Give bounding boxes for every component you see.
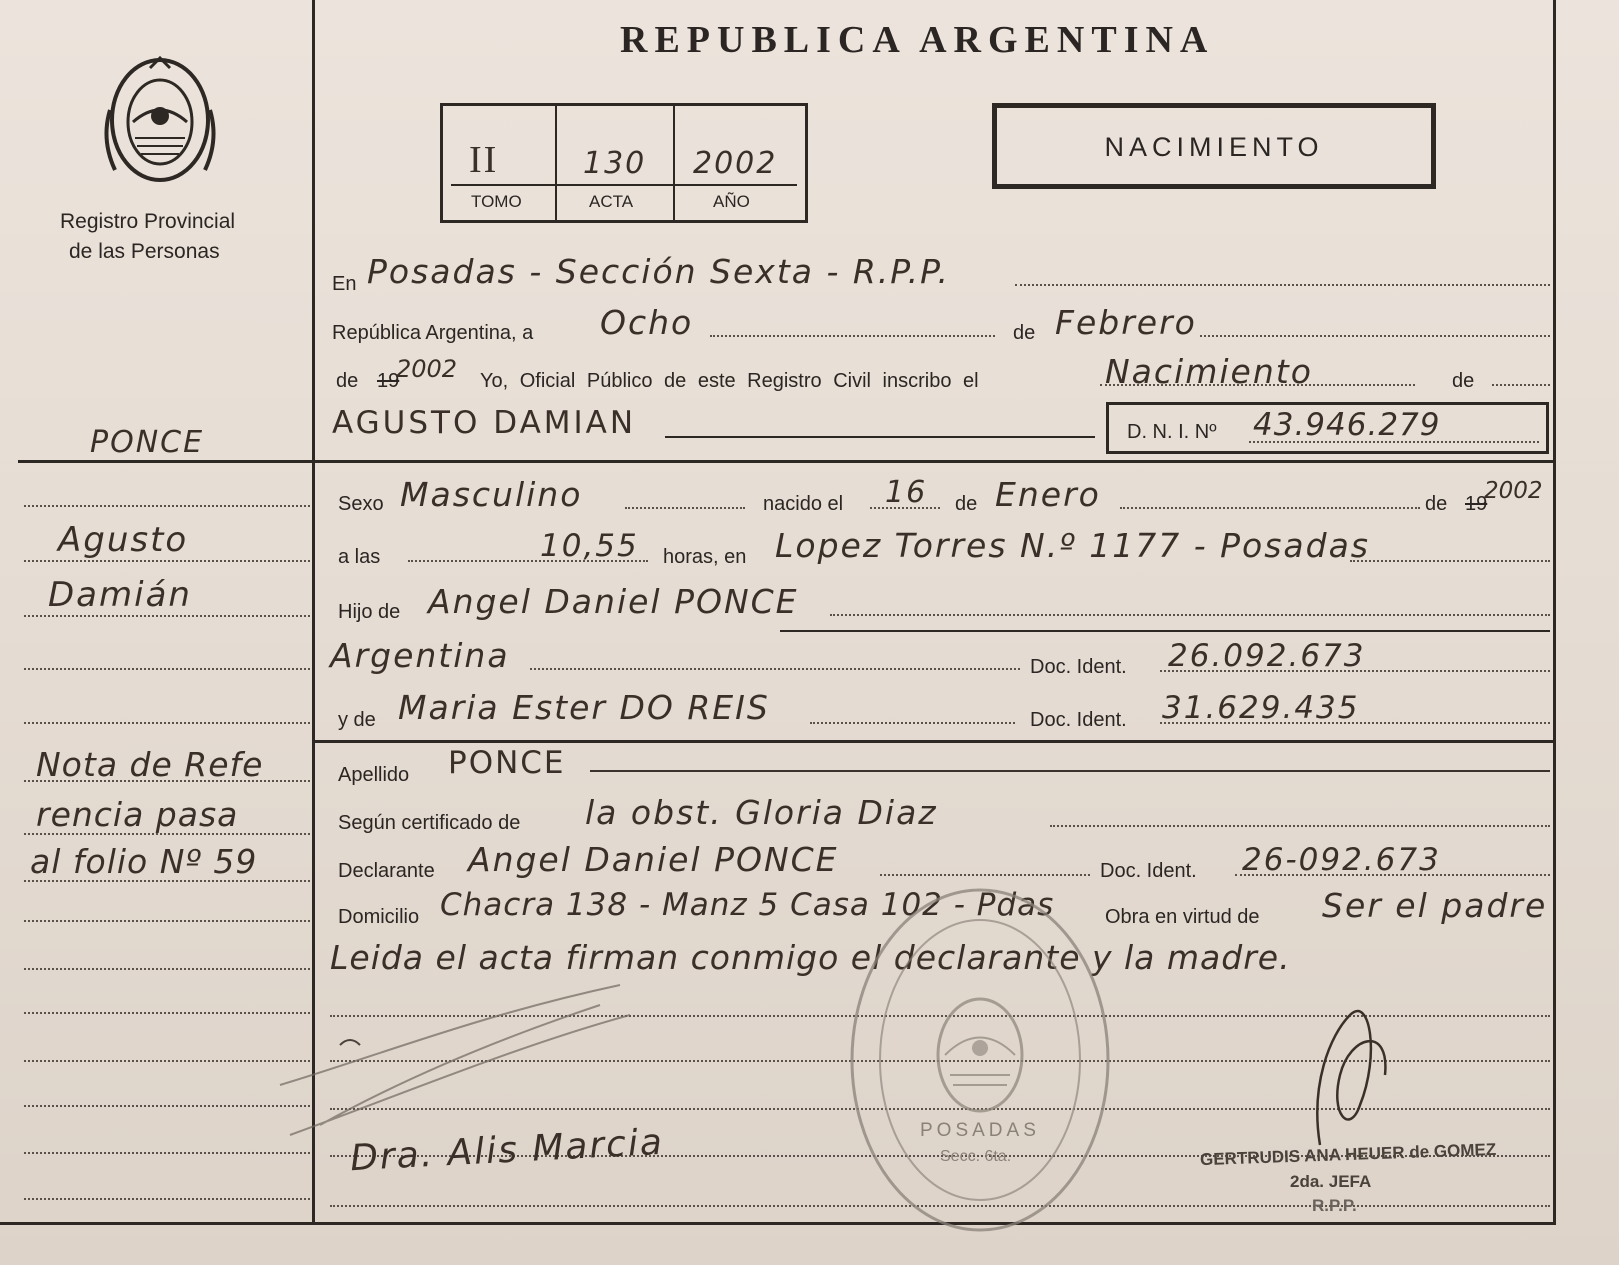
acto-line <box>1100 384 1415 386</box>
nacido-mes: Enero <box>995 475 1101 514</box>
doc1-label: Doc. Ident. <box>1030 656 1127 678</box>
margin-line <box>24 880 310 882</box>
nacido-year-prefix: 19 <box>1465 493 1488 515</box>
doc1-value: 26.092.673 <box>1168 638 1366 674</box>
apellido-line <box>590 770 1550 772</box>
bottom-frame-line <box>0 1222 1556 1225</box>
hora-value: 10,55 <box>540 528 639 564</box>
child-name-value: AGUSTO DAMIAN <box>332 405 637 441</box>
year-prefix: 19 <box>377 370 400 392</box>
dni-box <box>1106 402 1549 454</box>
seal-city: POSADAS <box>920 1120 1040 1141</box>
horas-label: horas, en <box>663 546 747 568</box>
official-seal-stamp <box>845 880 1115 1240</box>
dni-label: D. N. I. Nº <box>1127 421 1217 443</box>
registrar-stamp-name: GERTRUDIS ANA HEUER de GOMEZ <box>1199 1139 1497 1170</box>
en-label: En <box>332 273 357 295</box>
margin-surname: PONCE <box>90 425 205 460</box>
acto-de-label: de <box>1452 370 1475 392</box>
record-number-box <box>440 103 808 223</box>
tomo-label: TOMO <box>471 192 522 211</box>
name-section-rule <box>315 460 1553 463</box>
registry-name-line1: Registro Provincial <box>60 210 236 233</box>
margin-surname-rule <box>18 460 313 463</box>
padre-line <box>830 614 1550 616</box>
doc2-label: Doc. Ident. <box>1030 709 1127 731</box>
province-seal-icon <box>95 50 225 190</box>
obra-label: Obra en virtud de <box>1105 906 1260 928</box>
margin-line <box>24 505 310 507</box>
margin-given-name-1: Agusto <box>58 520 189 560</box>
margin-line <box>24 1198 310 1200</box>
sexo-value: Masculino <box>400 475 583 514</box>
acta-value: 130 <box>583 146 647 181</box>
child-name-line <box>665 436 1095 438</box>
obra-value: Ser el padre <box>1322 886 1548 925</box>
apellido-label: Apellido <box>338 764 410 786</box>
margin-given-name-2: Damián <box>48 575 192 615</box>
en-line <box>1015 284 1550 286</box>
lugar-value: Lopez Torres N.º 1177 - Posadas <box>775 526 1370 565</box>
mes-value: Febrero <box>1055 303 1197 342</box>
hijo-label: Hijo de <box>338 601 401 623</box>
declarante-label: Declarante <box>338 860 435 882</box>
declarante-value: Angel Daniel PONCE <box>468 840 839 879</box>
domicilio-label: Domicilio <box>338 906 420 928</box>
nacido-year-de-label: de <box>1425 493 1448 515</box>
registry-name-line2: de las Personas <box>69 240 220 263</box>
margin-line <box>24 780 310 782</box>
padre-value: Angel Daniel PONCE <box>428 582 799 621</box>
margin-note-line1: Nota de Refe <box>36 745 264 784</box>
anio-label: AÑO <box>713 192 750 211</box>
registrar-signature-scribble <box>1290 995 1410 1155</box>
en-value: Posadas - Sección Sexta - R.P.P. <box>367 252 950 291</box>
yde-label: y de <box>338 709 376 731</box>
margin-line <box>24 560 310 562</box>
segun-value: la obst. Gloria Diaz <box>585 793 938 832</box>
nacido-label: nacido el <box>763 493 844 515</box>
acto-value: Nacimiento <box>1105 352 1313 391</box>
margin-line <box>24 920 310 922</box>
document-type-box <box>992 103 1436 189</box>
document-type-label: NACIMIENTO <box>1104 132 1324 162</box>
nacido-year: 2002 <box>1484 478 1543 504</box>
republica-label: República Argentina, a <box>332 322 534 344</box>
padre-section-rule <box>780 630 1550 632</box>
acto-de-line <box>1492 384 1550 386</box>
official-signature: Dra. Alis Marcia <box>349 1121 665 1180</box>
year-de-label: de <box>336 370 359 392</box>
doc3-label: Doc. Ident. <box>1100 860 1197 882</box>
doc3-value: 26-092.673 <box>1242 842 1441 878</box>
margin-note-line3: al folio Nº 59 <box>30 842 258 881</box>
segun-label: Según certificado de <box>338 812 521 834</box>
margin-line <box>24 968 310 970</box>
dni-value: 43.946.279 <box>1253 407 1441 443</box>
dia-value: Ocho <box>600 303 694 342</box>
nacido-dia: 16 <box>885 475 928 510</box>
madre-line <box>810 722 1015 724</box>
mes-de-label: de <box>1013 322 1036 344</box>
doc3-line <box>1235 874 1550 876</box>
tomo-value: II <box>469 139 499 181</box>
registrar-stamp-title: 2da. JEFA <box>1290 1172 1372 1191</box>
margin-line <box>24 722 310 724</box>
margin-line <box>24 833 310 835</box>
nacido-de-label: de <box>955 493 978 515</box>
dia-line <box>710 335 995 337</box>
acta-label: ACTA <box>589 192 634 211</box>
right-frame-line <box>1553 0 1556 1225</box>
padre-nacionalidad: Argentina <box>330 636 510 675</box>
apellido-value: PONCE <box>448 745 566 781</box>
madre-value: Maria Ester DO REIS <box>398 688 770 727</box>
dni-line <box>1249 441 1539 443</box>
margin-note-line2: rencia pasa <box>36 795 239 834</box>
year-value: 2002 <box>396 355 458 383</box>
doc1-line <box>1160 670 1550 672</box>
mes-line <box>1200 335 1550 337</box>
domicilio-value: Chacra 138 - Manz 5 Casa 102 - Pdas <box>440 887 1055 923</box>
segun-line <box>1050 825 1550 827</box>
nacido-mes-line <box>1120 507 1420 509</box>
oficial-text: Yo, Oficial Público de este Registro Civil inscribo el <box>480 370 979 392</box>
anio-value: 2002 <box>693 146 778 181</box>
sexo-line <box>625 507 745 509</box>
country-title: REPUBLICA ARGENTINA <box>620 19 1215 61</box>
seal-section: Secc. 6ta. <box>940 1148 1012 1165</box>
registrar-stamp-office: R.P.P. <box>1312 1196 1357 1215</box>
sexo-label: Sexo <box>338 493 384 515</box>
parents-section-rule <box>315 740 1553 743</box>
margin-line <box>24 615 310 617</box>
nacido-dia-line <box>870 507 940 509</box>
doc2-line <box>1160 722 1550 724</box>
doc2-value: 31.629.435 <box>1162 690 1360 726</box>
leida-text: Leida el acta firman conmigo el declarante y la madre. <box>330 938 1291 977</box>
margin-line <box>24 668 310 670</box>
padre-nac-line <box>530 668 1020 670</box>
lugar-line <box>1350 560 1550 562</box>
declarante-line <box>880 874 1090 876</box>
alas-label: a las <box>338 546 381 568</box>
